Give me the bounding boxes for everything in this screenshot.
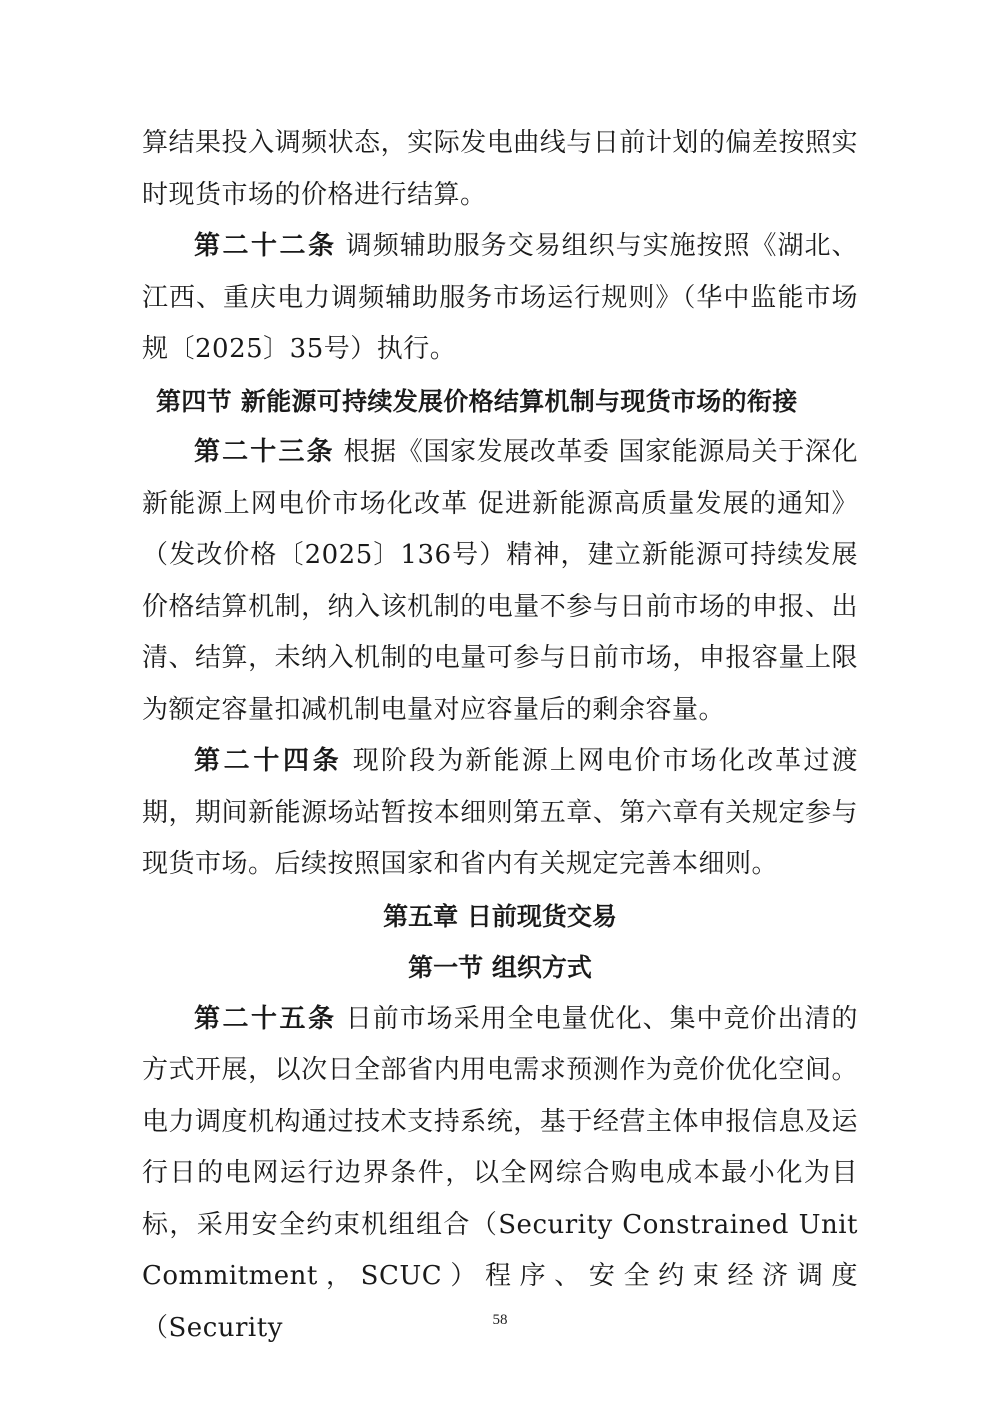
article-24-heading: 第二十四条	[194, 746, 343, 776]
article-22-heading: 第二十二条	[194, 231, 337, 261]
article-22-text: 调频辅助服务交易组织与实施按照《湖北、江西、重庆电力调频辅助服务市场运行规则》（华中监能市场规〔2025〕35号）执行。	[142, 231, 858, 364]
article-23-text: 根据《国家发展改革委 国家能源局关于深化新能源上网电价市场化改革 促进新能源高质量发展的通知》（发改价格〔2025〕136号）精神，建立新能源可持续发展价格结算机制，纳入该机制的电量不参与日前市场的申报、出清、结算，未纳入机制的电量可参与日前市场，申报容量上限为额定容量扣减机制电量对应容量后的剩余容量。	[142, 437, 858, 725]
section-1-heading: 第一节 组织方式	[408, 953, 592, 982]
article-25-text: 日前市场采用全电量优化、集中竞价出清的方式开展，以次日全部省内用电需求预测作为竞价优化空间。电力调度机构通过技术支持系统，基于经营主体申报信息及运行日的电网运行边界条件，以全网综合购电成本最小化为目标，采用安全约束机组组合（Security Constrained Unit Commitment，SCUC）程序、安全约束经济调度（Security	[142, 1003, 858, 1343]
article-23-heading: 第二十三条	[194, 437, 335, 467]
chapter-5-heading: 第五章 日前现货交易	[383, 901, 617, 931]
article-22	[142, 221, 858, 376]
article-24	[142, 736, 858, 891]
continued-paragraph: 算结果投入调频状态，实际发电曲线与日前计划的偏差按照实时现货市场的价格进行结算。	[142, 128, 858, 210]
article-23	[142, 427, 858, 736]
page-body	[142, 118, 858, 1354]
article-24-text: 现阶段为新能源上网电价市场化改革过渡期，期间新能源场站暂按本细则第五章、第六章有关规定参与现货市场。后续按照国家和省内有关规定完善本细则。	[142, 746, 858, 879]
section-4-heading: 第四节 新能源可持续发展价格结算机制与现货市场的衔接	[156, 386, 798, 416]
article-25	[142, 994, 858, 1355]
page-number: 58	[492, 1312, 508, 1328]
article-25-heading: 第二十五条	[194, 1003, 337, 1034]
